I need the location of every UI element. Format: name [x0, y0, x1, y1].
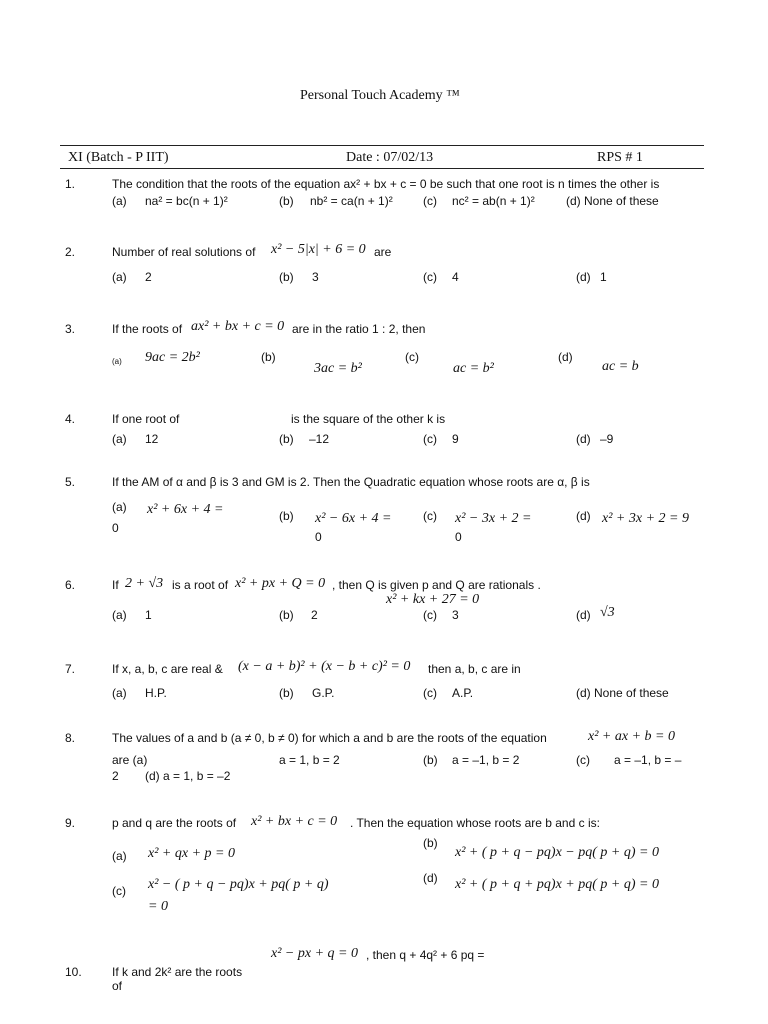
option-a-label: (a) — [112, 849, 127, 863]
option-d: (d) a = 1, b = –2 — [145, 769, 231, 783]
option-a: 2 — [145, 270, 152, 284]
option-a-label: (a) — [112, 500, 127, 514]
rps-label: RPS # 1 — [597, 150, 643, 165]
question-tail: then a, b, c are in — [428, 662, 521, 676]
option-b-label: (b) — [279, 509, 294, 523]
option-b: G.P. — [312, 686, 335, 700]
option-b: x² − 6x + 4 = — [315, 511, 392, 526]
question-tail: . Then the equation whose roots are b and c is: — [350, 816, 600, 830]
equation: (x − a + b)² + (x − b + c)² = 0 — [238, 659, 411, 674]
option-d: –9 — [600, 432, 614, 446]
option-a: H.P. — [145, 686, 167, 700]
option-c-label: (c) — [423, 194, 437, 208]
option-d: x² + 3x + 2 = 9 — [602, 511, 689, 526]
option-c: ac = b² — [453, 361, 494, 376]
option-c: nc² = ab(n + 1)² — [452, 194, 535, 208]
equation: x² + ax + b = 0 — [588, 729, 675, 744]
option-a: 9ac = 2b² — [145, 350, 200, 365]
option-d-label: (d) — [558, 350, 573, 364]
option-d: 1 — [600, 270, 607, 284]
question-then: , then q + 4q² + 6 pq = — [366, 948, 485, 962]
option-c-label: (c) — [405, 350, 419, 364]
question-text-cont: of — [112, 979, 123, 993]
option-a: x² + 6x + 4 = — [147, 502, 224, 517]
option-d: (d) None of these — [576, 686, 669, 700]
option-a: a = 1, b = 2 — [279, 753, 340, 767]
question-number: 7. — [65, 662, 76, 676]
option-d: √3 — [600, 605, 615, 620]
option-d-label: (d) — [576, 270, 591, 284]
option-c: A.P. — [452, 686, 474, 700]
question-number: 5. — [65, 475, 76, 489]
batch-label: XI (Batch - P IIT) — [68, 150, 169, 165]
option-b: nb² = ca(n + 1)² — [310, 194, 393, 208]
option-d-label: (d) — [576, 608, 591, 622]
option-d: x² + ( p + q + pq)x + pq( p + q) = 0 — [455, 877, 659, 892]
option-c-cont: 2 — [112, 769, 119, 783]
question-number: 4. — [65, 412, 76, 426]
question-number: 8. — [65, 731, 76, 745]
option-b: x² + ( p + q − pq)x − pq( p + q) = 0 — [455, 845, 659, 860]
header-top-rule — [60, 145, 704, 146]
question-text: The condition that the roots of the equation ax² + bx + c = 0 be such that one root is n times the other is — [112, 177, 660, 191]
overlapping-equation: x² + kx + 27 = 0 — [386, 592, 480, 607]
option-d: ac = b — [602, 359, 639, 374]
option-d-label: (d) — [423, 871, 438, 885]
option-c-label: (c) — [423, 432, 437, 446]
option-c-label: (c) — [423, 686, 437, 700]
equation: x² − px + q = 0 — [271, 946, 358, 961]
option-c: 9 — [452, 432, 459, 446]
question-number: 6. — [65, 578, 76, 592]
option-b-label: (b) — [261, 350, 276, 364]
root-expression: 2 + √3 — [125, 576, 164, 591]
option-b-label: (b) — [423, 836, 438, 850]
option-a-label: (a) — [112, 608, 127, 622]
are-label: are (a) — [112, 753, 148, 767]
question-tail: , then Q is given p and Q are rationals . — [332, 578, 541, 592]
question-tail: are — [374, 245, 392, 259]
option-b-label: (b) — [279, 194, 294, 208]
option-b-label: (b) — [423, 753, 438, 767]
option-c: x² − 3x + 2 = — [455, 511, 532, 526]
option-c-label: (c) — [423, 608, 437, 622]
option-c-label: (c) — [112, 884, 126, 898]
option-a: x² + qx + p = 0 — [148, 846, 235, 861]
question-number: 1. — [65, 177, 76, 191]
equation: x² + bx + c = 0 — [251, 814, 338, 829]
option-b-label: (b) — [279, 686, 294, 700]
option-a: 12 — [145, 432, 159, 446]
option-b: –12 — [309, 432, 330, 446]
question-tail: are in the ratio 1 : 2, then — [292, 322, 426, 336]
question-text-if: If — [112, 578, 119, 592]
question-text-mid: is a root of — [172, 578, 229, 592]
option-a-label: (a) — [112, 357, 122, 366]
option-b: a = –1, b = 2 — [452, 753, 520, 767]
option-a-label: (a) — [112, 686, 127, 700]
option-b: 3 — [312, 270, 319, 284]
option-b-label: (b) — [279, 608, 294, 622]
option-b-label: (b) — [279, 432, 294, 446]
date-label: Date : 07/02/13 — [346, 150, 434, 165]
question-text: If one root of — [112, 412, 180, 426]
option-c-label: (c) — [423, 509, 437, 523]
option-b-cont: 0 — [315, 530, 322, 544]
question-tail: is the square of the other k is — [291, 412, 446, 426]
option-c: a = –1, b = – — [614, 753, 682, 767]
question-text: Number of real solutions of — [112, 245, 256, 259]
question-text: If k and 2k² are the roots — [112, 965, 243, 979]
equation: x² + px + Q = 0 — [235, 576, 326, 591]
option-c-cont: = 0 — [148, 899, 168, 914]
option-a-label: (a) — [112, 194, 127, 208]
question-text: If the AM of α and β is 3 and GM is 2. Then the Quadratic equation whose roots are α, β is — [112, 475, 590, 489]
option-b: 3ac = b² — [314, 361, 362, 376]
question-text: If the roots of — [112, 322, 183, 336]
equation: x² − 5|x| + 6 = 0 — [271, 242, 366, 257]
question-number: 2. — [65, 245, 76, 259]
option-a-label: (a) — [112, 432, 127, 446]
option-c: x² − ( p + q − pq)x + pq( p + q) — [148, 877, 329, 892]
option-c: 4 — [452, 270, 459, 284]
option-c-label: (c) — [576, 753, 590, 767]
option-b: 2 — [311, 608, 318, 622]
option-a-cont: 0 — [112, 521, 119, 535]
option-a: 1 — [145, 608, 152, 622]
question-number: 9. — [65, 816, 76, 830]
option-c-label: (c) — [423, 270, 437, 284]
question-text: p and q are the roots of — [112, 816, 237, 830]
question-text: The values of a and b (a ≠ 0, b ≠ 0) for which a and b are the roots of the equation — [112, 731, 547, 745]
option-a-label: (a) — [112, 270, 127, 284]
page-title: Personal Touch Academy ™ — [300, 88, 460, 103]
option-d-label: (d) — [576, 432, 591, 446]
option-b-label: (b) — [279, 270, 294, 284]
option-d-label: (d) — [576, 509, 591, 523]
question-number: 10. — [65, 965, 82, 979]
header-bottom-rule — [60, 168, 704, 169]
option-a: na² = bc(n + 1)² — [145, 194, 228, 208]
question-number: 3. — [65, 322, 76, 336]
option-c: 3 — [452, 608, 459, 622]
option-d: (d) None of these — [566, 194, 659, 208]
option-c-cont: 0 — [455, 530, 462, 544]
question-text: If x, a, b, c are real & — [112, 662, 223, 676]
equation: ax² + bx + c = 0 — [191, 319, 285, 334]
